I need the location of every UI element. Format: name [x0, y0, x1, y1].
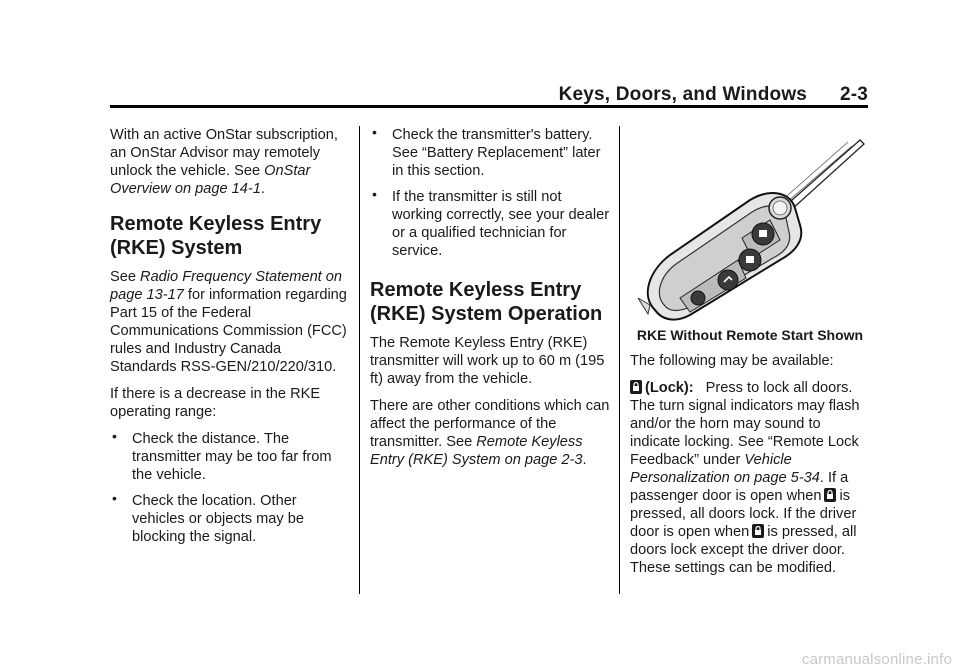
list-item: • Check the location. Other vehicles or objects may be blocking the signal.	[110, 492, 350, 546]
see-paragraph: See Radio Frequency Statement on page 13-17 for information regarding Part 15 of the Federal Communications Commission (FCC) rules and Industry Canada Standards RSS-GEN/210/220/310.	[110, 269, 347, 375]
available-paragraph: The following may be available:	[630, 353, 834, 369]
range-paragraph: The Remote Keyless Entry (RKE) transmitter will work up to 60 m (195 ft) away from the vehicle.	[370, 335, 605, 387]
column-divider	[619, 126, 620, 594]
intro-paragraph: With an active OnStar subscription, an OnStar Advisor may remotely unlock the vehicle. See OnStar Overview on page 14-1.	[110, 127, 338, 197]
heading-rke-system: Remote Keyless Entry (RKE) System	[110, 213, 322, 259]
lock-icon	[752, 524, 764, 538]
lock-icon	[824, 488, 836, 502]
list-item: • Check the transmitter's battery. See “Battery Replacement” later in this section.	[370, 126, 610, 180]
column-2	[370, 126, 610, 478]
column-divider	[359, 126, 360, 594]
column-1	[110, 126, 350, 555]
list-item: • If the transmitter is still not working correctly, see your dealer or a qualified technician for service.	[370, 188, 610, 260]
range-checklist	[110, 430, 350, 546]
lock-paragraph: (Lock): Press to lock all doors. The turn signal indicators may flash and/or the horn may sound to indicate locking. See “Remote Lock Feedback” under Vehicle Personalization on page 5-34. If a passenger door is open when is pressed, all doors lock. If the driver door is open when is pressed, all doors lock except the driver door. These settings can be modified.	[630, 380, 860, 576]
list-item: • Check the distance. The transmitter may be too far from the vehicle.	[110, 430, 350, 484]
column-3	[630, 126, 870, 586]
header-rule	[110, 105, 868, 108]
heading-rke-operation: Remote Keyless Entry (RKE) System Operation	[370, 279, 603, 325]
conditions-paragraph: There are other conditions which can affect the performance of the transmitter. See Remote Keyless Entry (RKE) System on page 2-3.	[370, 398, 610, 468]
lock-icon	[630, 380, 642, 394]
battery-checklist	[370, 126, 610, 260]
page-header	[110, 78, 868, 106]
decrease-paragraph: If there is a decrease in the RKE operating range:	[110, 386, 321, 420]
header-title: Keys, Doors, and Windows 2-3	[558, 84, 868, 105]
watermark: carmanualsonline.info	[801, 651, 952, 668]
figure-caption: RKE Without Remote Start Shown	[636, 327, 864, 343]
key-fob-illustration	[630, 130, 870, 330]
